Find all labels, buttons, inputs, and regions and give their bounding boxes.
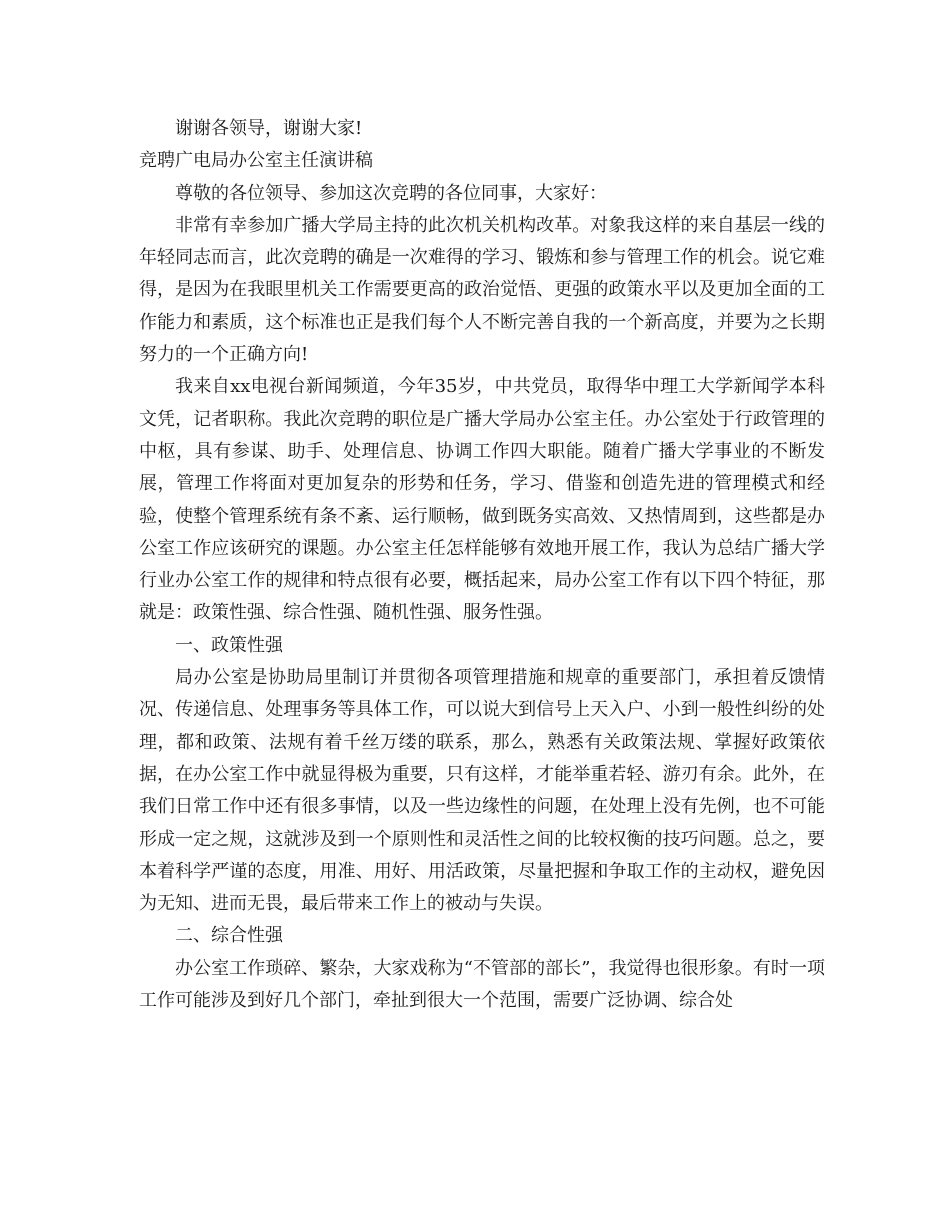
- closing-line: 谢谢各领导，谢谢大家!: [175, 118, 363, 139]
- document-title: 竞聘广电局办公室主任演讲稿: [139, 150, 373, 172]
- section-body-comprehensive: 办公室工作琐碎、繁杂，大家戏称为“不管部的部长”，我觉得也很形象。有时一项工作可能涉及到好几个部门，牵扯到很大一个范围，需要广泛协调、综合处: [139, 957, 825, 1012]
- document-page: [139, 113, 825, 1017]
- paragraph-intro: 非常有幸参加广播大学局主持的此次机关机构改革。对象我这样的来自基层一线的年轻同志而言，此次竞聘的确是一次难得的学习、锻炼和参与管理工作的机会。说它难得，是因为在我眼里机关工作需要更高的政治觉悟、更强的政策水平以及更加全面的工作能力和素质，这个标准也正是我们每个人不断完善自我的一个新高度，并要为之长期努力的一个正确方向!: [139, 214, 825, 366]
- section-heading-policy: 一、政策性强: [175, 634, 283, 656]
- section-heading-comprehensive: 二、综合性强: [175, 925, 283, 947]
- section-body-policy: 局办公室是协助局里制订并贯彻各项管理措施和规章的重要部门，承担着反馈情况、传递信息、处理事务等具体工作，可以说大到信号上天入户、小到一般性纠纷的处理，都和政策、法规有着千丝万缕的联系，那么，熟悉有关政策法规、掌握好政策依据，在办公室工作中就显得极为重要，只有这样，才能举重若轻、游刃有余。此外，在我们日常工作中还有很多事情，以及一些边缘性的问题，在处理上没有先例，也不可能形成一定之规，这就涉及到一个原则性和灵活性之间的比较权衡的技巧问题。总之，要本着科学严谨的态度，用准、用好、用活政策，尽量把握和争取工作的主动权，避免因为无知、进而无畏，最后带来工作上的被动与失误。: [139, 667, 825, 915]
- paragraph-background: 我来自xx电视台新闻频道，今年35岁，中共党员，取得华中理工大学新闻学本科文凭，记者职称。我此次竞聘的职位是广播大学局办公室主任。办公室处于行政管理的中枢，具有参谋、助手、处理信息、协调工作四大职能。随着广播大学事业的不断发展，管理工作将面对更加复杂的形势和任务，学习、借鉴和创造先进的管理模式和经验，使整个管理系统有条不紊、运行顺畅，做到既务实高效、又热情周到，这些都是办公室工作应该研究的课题。办公室主任怎样能够有效地开展工作，我认为总结广播大学行业办公室工作的规律和特点很有必要，概括起来，局办公室工作有以下四个特征，那就是：政策性强、综合性强、随机性强、服务性强。: [139, 376, 825, 624]
- salutation: 尊敬的各位领导、参加这次竞聘的各位同事，大家好：: [175, 182, 607, 204]
